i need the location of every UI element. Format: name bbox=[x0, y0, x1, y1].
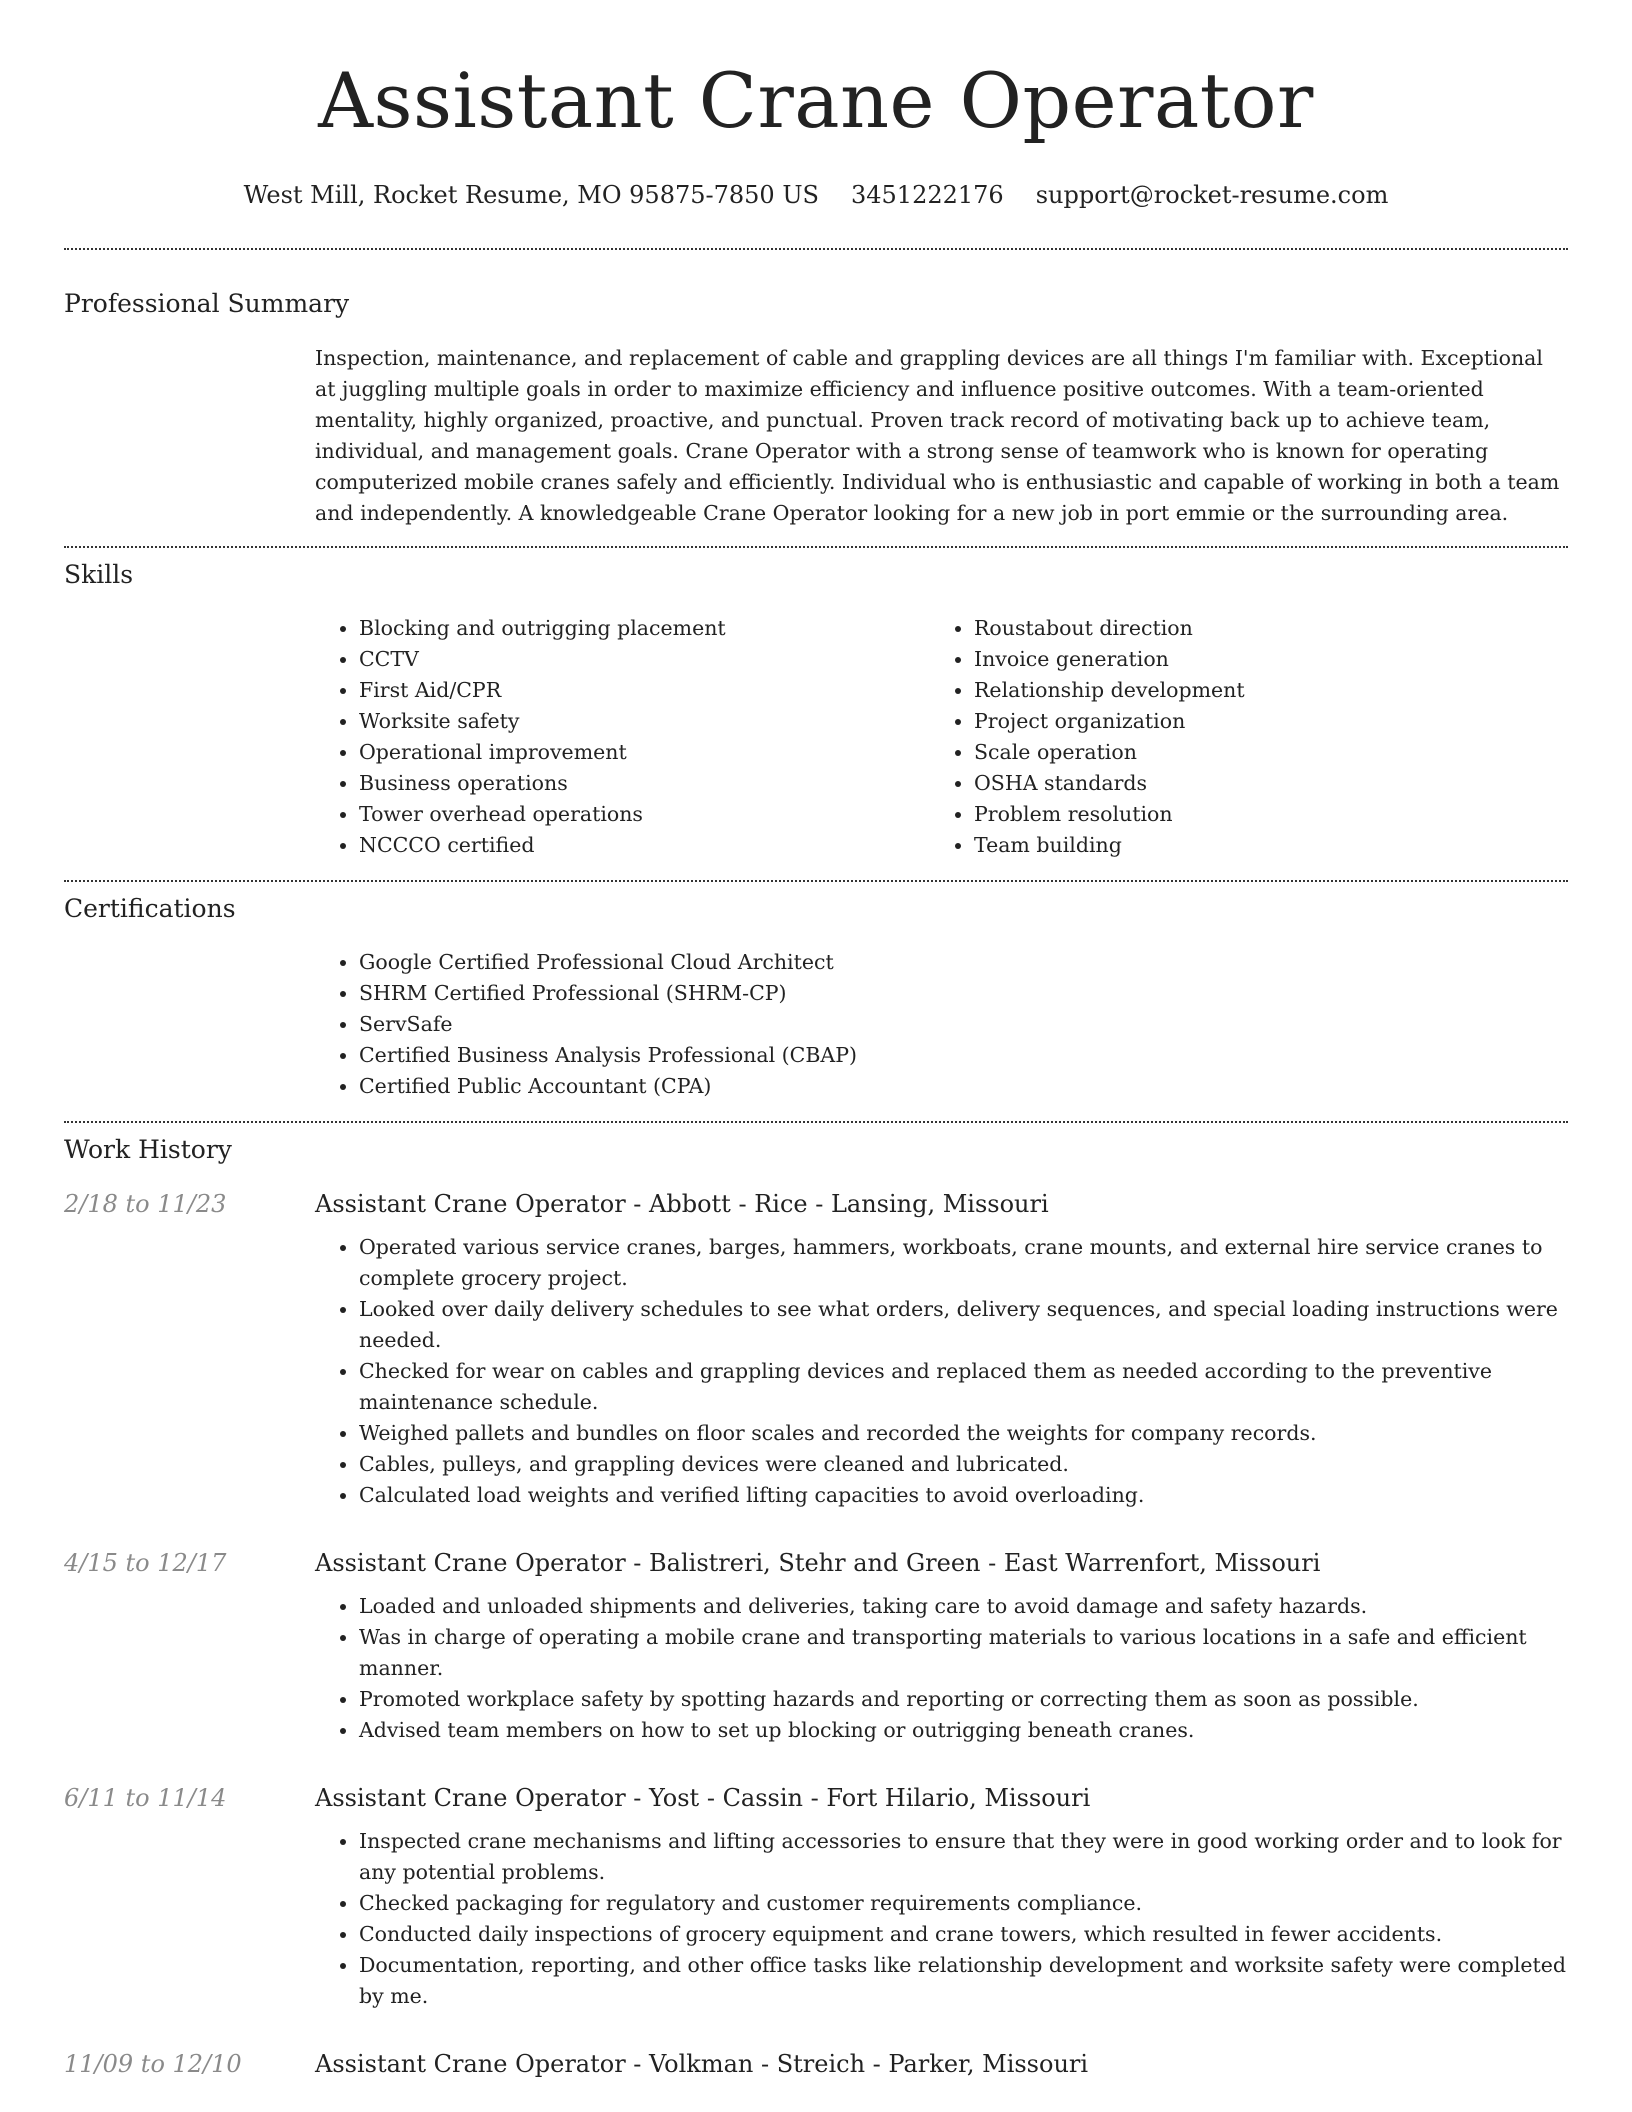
skill-item: • Relationship development bbox=[974, 675, 1545, 706]
job-details bbox=[315, 1232, 1568, 1511]
skill-item: • Invoice generation bbox=[974, 644, 1545, 675]
skill-item: • Operational improvement bbox=[359, 737, 930, 768]
work-history-heading: Work History bbox=[64, 1135, 232, 1164]
job-bullet: • Loaded and unloaded shipments and deliveries, taking care to avoid damage and safety hazards. bbox=[359, 1591, 1568, 1622]
summary-content bbox=[315, 343, 1568, 529]
certification-item: • SHRM Certified Professional (SHRM-CP) bbox=[359, 978, 1568, 1009]
skill-item: • Blocking and outrigging placement bbox=[359, 613, 930, 644]
skill-item: • Scale operation bbox=[974, 737, 1545, 768]
certification-item: • Certified Business Analysis Professional (CBAP) bbox=[359, 1040, 1568, 1071]
job-bullet-list bbox=[315, 1826, 1568, 2012]
certifications-heading: Certifications bbox=[64, 894, 236, 923]
summary-section bbox=[64, 250, 1568, 529]
job-bullet: • Documentation, reporting, and other office tasks like relationship development and worksite safety were completed by me. bbox=[359, 1950, 1568, 2012]
job-title: Assistant Crane Operator - Abbott - Rice - Lansing, Missouri bbox=[315, 1190, 1049, 1218]
resume-name: Assistant Crane Operator bbox=[318, 56, 1314, 145]
skill-item: • NCCCO certified bbox=[359, 830, 930, 861]
job-title: Assistant Crane Operator - Volkman - Streich - Parker, Missouri bbox=[315, 2050, 1089, 2078]
certifications-content bbox=[315, 947, 1568, 1102]
work-history-list bbox=[64, 1188, 1568, 2080]
job-bullet: • Operated various service cranes, barges, hammers, workboats, crane mounts, and external hire service cranes to complete grocery project. bbox=[359, 1232, 1568, 1294]
job-header bbox=[64, 1547, 1568, 1579]
certification-item: • Google Certified Professional Cloud Architect bbox=[359, 947, 1568, 978]
contact-line bbox=[64, 180, 1568, 210]
skill-item: • Problem resolution bbox=[974, 799, 1545, 830]
skills-section bbox=[64, 548, 1568, 861]
job-header bbox=[64, 1782, 1568, 1814]
job-dates: 11/09 to 12/10 bbox=[64, 2050, 242, 2078]
certification-item: • Certified Public Accountant (CPA) bbox=[359, 1071, 1568, 1102]
job-dates: 6/11 to 11/14 bbox=[64, 1784, 227, 1812]
skill-item: • Worksite safety bbox=[359, 706, 930, 737]
skill-item: • Business operations bbox=[359, 768, 930, 799]
work-history-section bbox=[64, 1123, 1568, 2080]
job-bullet: • Checked for wear on cables and grappling devices and replaced them as needed according to the preventive maintenance schedule. bbox=[359, 1356, 1568, 1418]
job-entry bbox=[64, 1547, 1568, 1746]
job-bullet: • Cables, pulleys, and grappling devices were cleaned and lubricated. bbox=[359, 1449, 1568, 1480]
job-dates: 4/15 to 12/17 bbox=[64, 1549, 227, 1577]
skill-item: • First Aid/CPR bbox=[359, 675, 930, 706]
job-bullet: • Inspected crane mechanisms and lifting accessories to ensure that they were in good working order and to look for any potential problems. bbox=[359, 1826, 1568, 1888]
contact-address: West Mill, Rocket Resume, MO 95875-7850 US bbox=[243, 181, 819, 209]
skills-column-left bbox=[315, 613, 930, 861]
job-header bbox=[64, 1188, 1568, 1220]
job-bullet: • Promoted workplace safety by spotting hazards and reporting or correcting them as soon as possible. bbox=[359, 1684, 1568, 1715]
job-bullet: • Conducted daily inspections of grocery equipment and crane towers, which resulted in fewer accidents. bbox=[359, 1919, 1568, 1950]
summary-heading: Professional Summary bbox=[64, 289, 350, 318]
job-title: Assistant Crane Operator - Yost - Cassin - Fort Hilario, Missouri bbox=[315, 1784, 1091, 1812]
job-details bbox=[315, 1826, 1568, 2012]
job-bullet: • Weighed pallets and bundles on floor scales and recorded the weights for company records. bbox=[359, 1418, 1568, 1449]
summary-text: Inspection, maintenance, and replacement of cable and grappling devices are all things I'm familiar with. Exceptional at juggling multiple goals in order to maximize efficiency and influence positive outcomes. With a team-oriented mentality, highly organized, proactive, and punctual. Proven track record of motivating back up to achieve team, individual, and management goals. Crane Operator with a strong sense of teamwork who is known for operating computerized mobile cranes safely and efficiently. Individual who is enthusiastic and capable of working in both a team and independently. A knowledgeable Crane Operator looking for a new job in port emmie or the surrounding area. bbox=[315, 346, 1560, 525]
job-bullet-list bbox=[315, 1232, 1568, 1511]
skill-item: • OSHA standards bbox=[974, 768, 1545, 799]
job-title: Assistant Crane Operator - Balistreri, Stehr and Green - East Warrenfort, Missouri bbox=[315, 1549, 1321, 1577]
job-entry bbox=[64, 1782, 1568, 2012]
job-details bbox=[315, 1591, 1568, 1746]
job-bullet: • Was in charge of operating a mobile crane and transporting materials to various locations in a safe and efficient manner. bbox=[359, 1622, 1568, 1684]
job-entry bbox=[64, 1188, 1568, 1511]
contact-phone: 3451222176 bbox=[851, 181, 1004, 209]
contact-email: support@rocket-resume.com bbox=[1035, 181, 1389, 209]
skills-column-right bbox=[930, 613, 1545, 861]
skill-item: • Tower overhead operations bbox=[359, 799, 930, 830]
skills-list bbox=[315, 613, 1568, 861]
skill-item: • CCTV bbox=[359, 644, 930, 675]
job-dates: 2/18 to 11/23 bbox=[64, 1190, 227, 1218]
job-bullet: • Calculated load weights and verified lifting capacities to avoid overloading. bbox=[359, 1480, 1568, 1511]
certification-item: • ServSafe bbox=[359, 1009, 1568, 1040]
skill-item: • Roustabout direction bbox=[974, 613, 1545, 644]
skills-heading: Skills bbox=[64, 560, 134, 589]
certifications-section bbox=[64, 882, 1568, 1102]
job-bullet: • Looked over daily delivery schedules to see what orders, delivery sequences, and special loading instructions were needed. bbox=[359, 1294, 1568, 1356]
skill-item: • Team building bbox=[974, 830, 1545, 861]
job-bullet: • Advised team members on how to set up blocking or outrigging beneath cranes. bbox=[359, 1715, 1568, 1746]
skill-item: • Project organization bbox=[974, 706, 1545, 737]
job-bullet: • Checked packaging for regulatory and customer requirements compliance. bbox=[359, 1888, 1568, 1919]
job-bullet-list bbox=[315, 1591, 1568, 1746]
certifications-list bbox=[315, 947, 1568, 1102]
job-entry bbox=[64, 2048, 1568, 2080]
job-header bbox=[64, 2048, 1568, 2080]
